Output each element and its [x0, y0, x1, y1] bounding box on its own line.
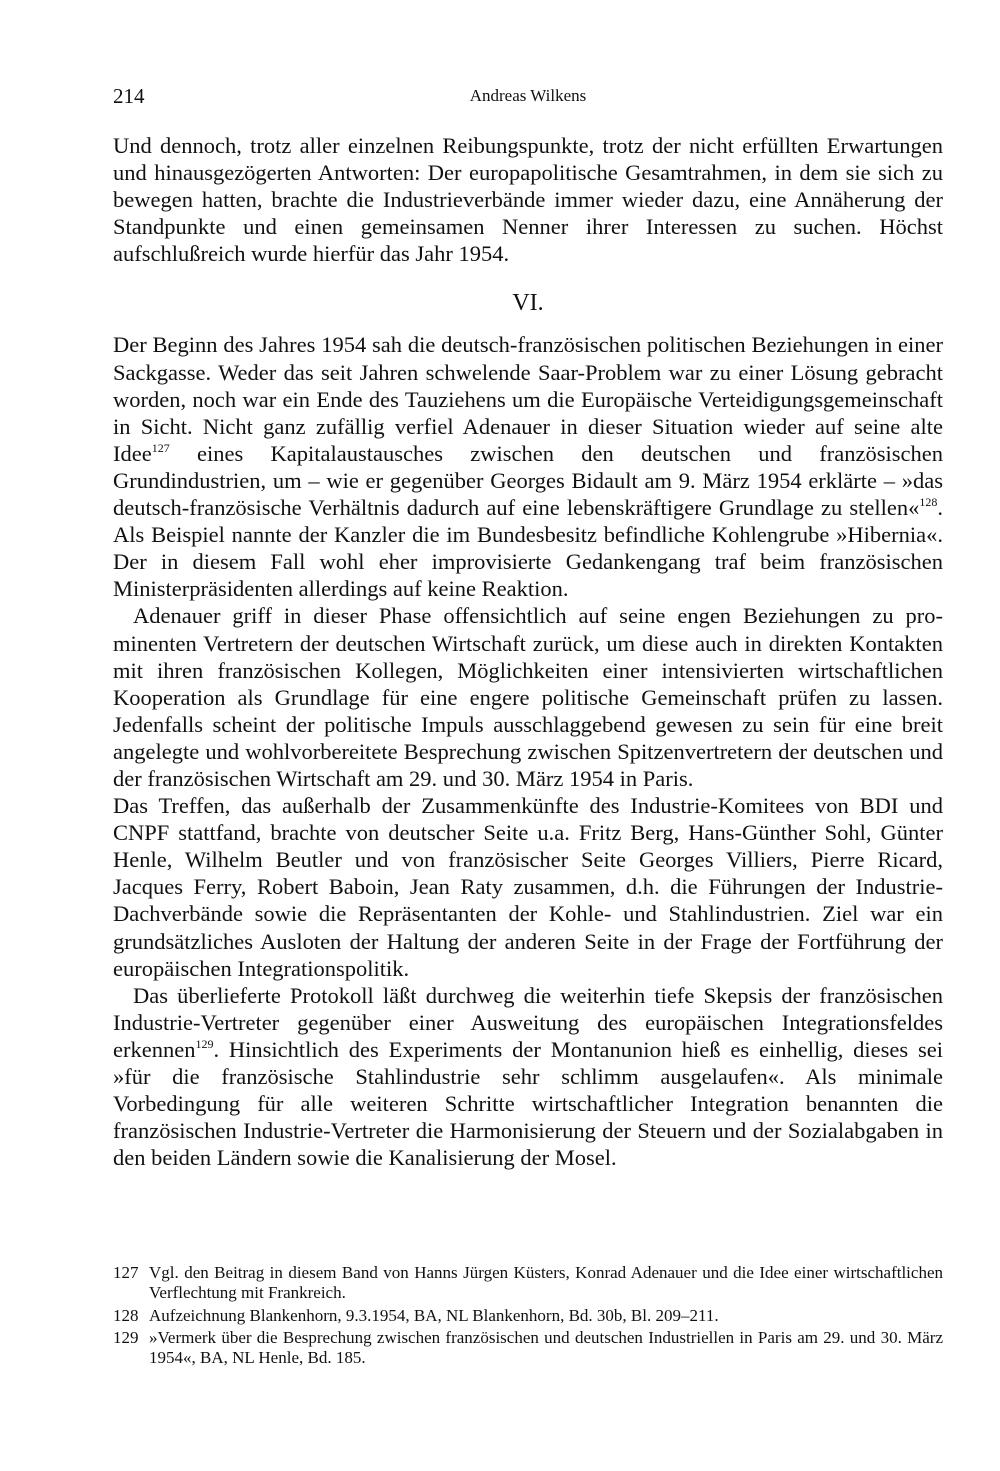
- footnotes: [113, 1263, 943, 1370]
- paragraph-2-part-b: eines Kapitalaustausches zwischen den deutschen und französischen Grundindustrien, um – wie er gegenüber Georges Bidault am 9. März 1954 erklärte – »das deutsch-französische Verhältnis dadurch auf eine lebenskräftigere Grundlage zu stellen«: [113, 440, 943, 521]
- footnote-ref-129[interactable]: 129: [195, 1036, 214, 1051]
- paragraph-1: Und dennoch, trotz aller einzelnen Reibungspunkte, trotz der nicht erfüllten Erwartungen und hinausgezögerten Antworten: Der europapolitische Gesamtrahmen, in dem sie sich zu bewegen hatten, brachte die Industrieverbände immer wieder dazu, eine Annäherung der Standpunkte und einen gemeinsamen Nenner ihrer Interessen zu suchen. Höchst aufschlußreich wurde hierfür das Jahr 1954.: [113, 133, 943, 267]
- running-head-author: Andreas Wilkens: [469, 86, 587, 105]
- footnote: [113, 1328, 943, 1369]
- footnote: [113, 1306, 943, 1326]
- footnote: [113, 1263, 943, 1304]
- paragraph-2: [113, 331, 943, 602]
- footnote-ref-128[interactable]: 128: [919, 495, 938, 510]
- paragraph-5-part-b: . Hinsichtlich des Experiments der Montanunion hieß es einhellig, dieses sei »für die französische Stahlindustrie sehr schlimm ausgelaufen«. Als minimale Vorbedingung für alle weiteren Schritte wirtschaftlicher Integration benannten die französischen Industrie-Vertreter die Harmonisierung der Steuern und der Sozialabgaben in den beiden Ländern sowie die Kanalisierung der Mosel.: [113, 1036, 943, 1171]
- paragraph-2-part-a: Der Beginn des Jahres 1954 sah die deutsch-französischen politischen Beziehungen in einer Sackgasse. Weder das seit Jahren schwelende Saar-Problem war zu einer Lösung gebracht worden, noch war ein Ende des Tauziehens um die Europäische Verteidigungsgemeinschaft in Sicht. Nicht ganz zufällig verfiel Adenauer in dieser Situation wieder auf seine alte Idee: [113, 332, 943, 466]
- paragraph-3: Adenauer griff in dieser Phase offensichtlich auf seine engen Beziehungen zu prominenten Vertretern der deutschen Wirtschaft zurück, um diese auch in direkten Kontakten mit ihren französischen Kollegen, Möglichkeiten einer intensivierten wirtschaftlichen Kooperation als Grundlage für eine engere politische Gemeinschaft prüfen zu lassen. Jedenfalls scheint der politische Impuls ausschlaggebend gewesen zu sein für eine breit angelegte und wohlvorbereitete Besprechung zwischen Spitzenvertretern der deutschen und der französischen Wirtschaft am 29. und 30. März 1954 in Paris.: [113, 603, 943, 791]
- footnote-text: »Vermerk über die Besprechung zwischen französischen und deutschen Industriellen in Paris am 29. und 30. März 1954«, BA, NL Henle, Bd. 185.: [149, 1327, 943, 1368]
- paragraph-4: Das Treffen, das außerhalb der Zusammenkünfte des Industrie-Komitees von BDI und CNPF stattfand, brachte von deutscher Seite u.a. Fritz Berg, Hans-Günther Sohl, Günter Henle, Wilhelm Beutler und von französischer Seite Georges Villiers, Pierre Ricard, Jacques Ferry, Robert Baboin, Jean Raty zusammen, d.h. die Führungen der Industrie-Dachverbände sowie die Repräsentanten der Kohle- und Stahlindustrien. Ziel war ein grundsätzliches Ausloten der Haltung der anderen Seite in der Frage der Fortführung der europäischen Integrationspolitik.: [113, 793, 943, 981]
- footnote-ref-127[interactable]: 127: [151, 440, 170, 455]
- paragraph-5-part-a: Das überlieferte Protokoll läßt durchweg die weiterhin tiefe Skepsis der französischen Industrie-Vertreter gegenüber einer Ausweitung des europäischen Integrationsfeldes erkennen: [113, 982, 943, 1062]
- paragraph-5: [113, 982, 943, 1172]
- paragraph-2-part-c: . Als Beispiel nannte der Kanzler die im Bundesbesitz befindliche Kohlengrube »Hibernia«. Der in diesem Fall wohl eher improvisierte Gedankengang traf beim französischen Ministerpräsidenten allerdings auf keine Reaktion.: [113, 495, 943, 602]
- body-text: [113, 132, 943, 1171]
- page-number: 214: [113, 84, 145, 108]
- footnote-text: Vgl. den Beitrag in diesem Band von Hanns Jürgen Küsters, Konrad Adenauer und die Idee einer wirtschaftlichen Verflechtung mit Frankreich.: [149, 1263, 943, 1303]
- section-heading: VI.: [512, 290, 544, 317]
- footnote-number: 129: [113, 1327, 139, 1347]
- footnote-number: 127: [113, 1263, 139, 1282]
- page-header: [113, 84, 943, 118]
- footnote-number: 128: [113, 1305, 139, 1325]
- footnote-text: Aufzeichnung Blankenhorn, 9.3.1954, BA, NL Blankenhorn, Bd. 30b, Bl. 209–211.: [149, 1305, 719, 1325]
